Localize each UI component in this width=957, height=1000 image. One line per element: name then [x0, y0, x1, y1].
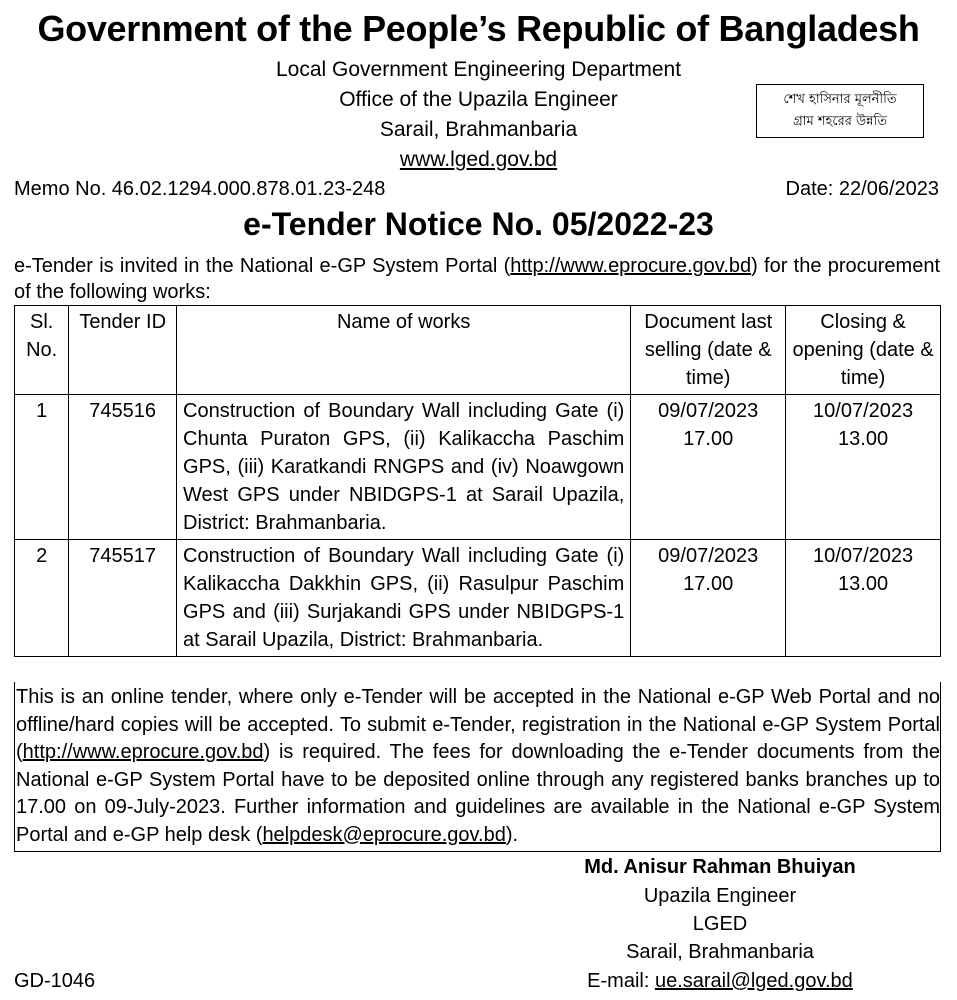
helpdesk-email-link[interactable]: helpdesk@eprocure.gov.bd	[262, 823, 506, 846]
row-work-name: Construction of Boundary Wall including Gate (i) Chunta Puraton GPS, (ii) Kalikaccha Paschim GPS, (iii) Karatkandi RNGPS and (iv) Noawgown West GPS under NBIDGPS-1 at Sarail Upazila, District: Brahmanbaria.	[177, 395, 631, 540]
signatory-name: Md. Anisur Rahman Bhuiyan	[584, 856, 856, 878]
works-table	[14, 305, 941, 657]
row-doc-date: 09/07/2023	[658, 400, 759, 422]
website-line	[0, 148, 957, 172]
instructions-part-3: ).	[505, 823, 519, 846]
header-closing-opening: Closing & opening (date & time)	[786, 306, 941, 395]
notice-title: e-Tender Notice No. 05/2022-23	[243, 206, 714, 242]
row-tender-id: 745516	[69, 395, 177, 540]
slogan-box	[756, 84, 924, 138]
signatory-designation: Upazila Engineer	[643, 885, 797, 907]
office-name: Office of the Upazila Engineer	[339, 88, 618, 111]
row-doc-time: 17.00	[683, 573, 734, 595]
row-close-date: 10/07/2023	[813, 545, 914, 567]
instructions-paragraph	[16, 684, 940, 849]
eprocure-link[interactable]: http://www.eprocure.gov.bd	[510, 255, 752, 277]
table-header-row	[15, 306, 941, 395]
row-work-name: Construction of Boundary Wall including Gate (i) Kalikaccha Dakkhin GPS, (ii) Rasulpur Paschim GPS and (iii) Surjakandi GPS under NBIDGPS-1 at Sarail Upazila, District: Brahmanbaria.	[177, 540, 631, 657]
row-document-selling	[631, 395, 786, 540]
row-closing-opening	[786, 540, 941, 657]
header-sl: Sl. No.	[15, 306, 69, 395]
table-row	[15, 395, 941, 540]
slogan-line-1: শেখ হাসিনার মূলনীতি	[783, 92, 897, 107]
slogan-line-2: গ্রাম শহরের উন্নতি	[792, 114, 888, 129]
intro-text-start: e-Tender is invited in the National e-GP System Portal (	[14, 255, 511, 277]
row-close-time: 13.00	[838, 573, 889, 595]
instructions-part-2: ) is required. The fees for downloading the e-Tender documents from the National e-GP System Portal have to be deposited online through any registered banks branches up to 17.00 on 09-July-2023. Further information and guidelines are available in the National e-GP System Portal and e-GP help desk (	[16, 741, 940, 846]
header-document-selling: Document last selling (date & time)	[631, 306, 786, 395]
eprocure-link-2[interactable]: http://www.eprocure.gov.bd	[22, 741, 264, 763]
row-sl: 1	[15, 395, 69, 540]
signatory-place: Sarail, Brahmanbaria	[626, 941, 814, 963]
row-close-time: 13.00	[838, 428, 889, 450]
row-closing-opening	[786, 395, 941, 540]
instructions-part-1: This is an online tender, where only e-Tender will be accepted in the National e-GP Web Portal and no offline/hard copies will be accepted. To submit e-Tender, registration in the National e-GP System Portal (	[16, 686, 940, 763]
table-row	[15, 540, 941, 657]
signatory-org: LGED	[692, 913, 748, 935]
office-location: Sarail, Brahmanbaria	[379, 118, 578, 141]
row-doc-date: 09/07/2023	[658, 545, 759, 567]
gd-number: GD-1046	[14, 970, 96, 992]
row-document-selling	[631, 540, 786, 657]
row-sl: 2	[15, 540, 69, 657]
department-name: Local Government Engineering Department	[275, 58, 682, 81]
government-title: Government of the People’s Republic of Bangladesh	[37, 8, 920, 49]
header-name-of-works: Name of works	[177, 306, 631, 395]
row-doc-time: 17.00	[683, 428, 734, 450]
signatory-email-link[interactable]: ue.sarail@lged.gov.bd	[654, 970, 853, 992]
intro-text-end: ) for the procurement of the following works:	[14, 255, 941, 303]
memo-number: Memo No. 46.02.1294.000.878.01.23-248	[14, 178, 386, 200]
website-link[interactable]: www.lged.gov.bd	[399, 148, 558, 171]
header-tender-id: Tender ID	[69, 306, 177, 395]
intro-text	[14, 253, 940, 305]
row-tender-id: 745517	[69, 540, 177, 657]
email-label: E-mail:	[587, 970, 655, 992]
row-close-date: 10/07/2023	[813, 400, 914, 422]
notice-date: Date: 22/06/2023	[785, 178, 939, 200]
signatory-email-line	[520, 970, 920, 993]
